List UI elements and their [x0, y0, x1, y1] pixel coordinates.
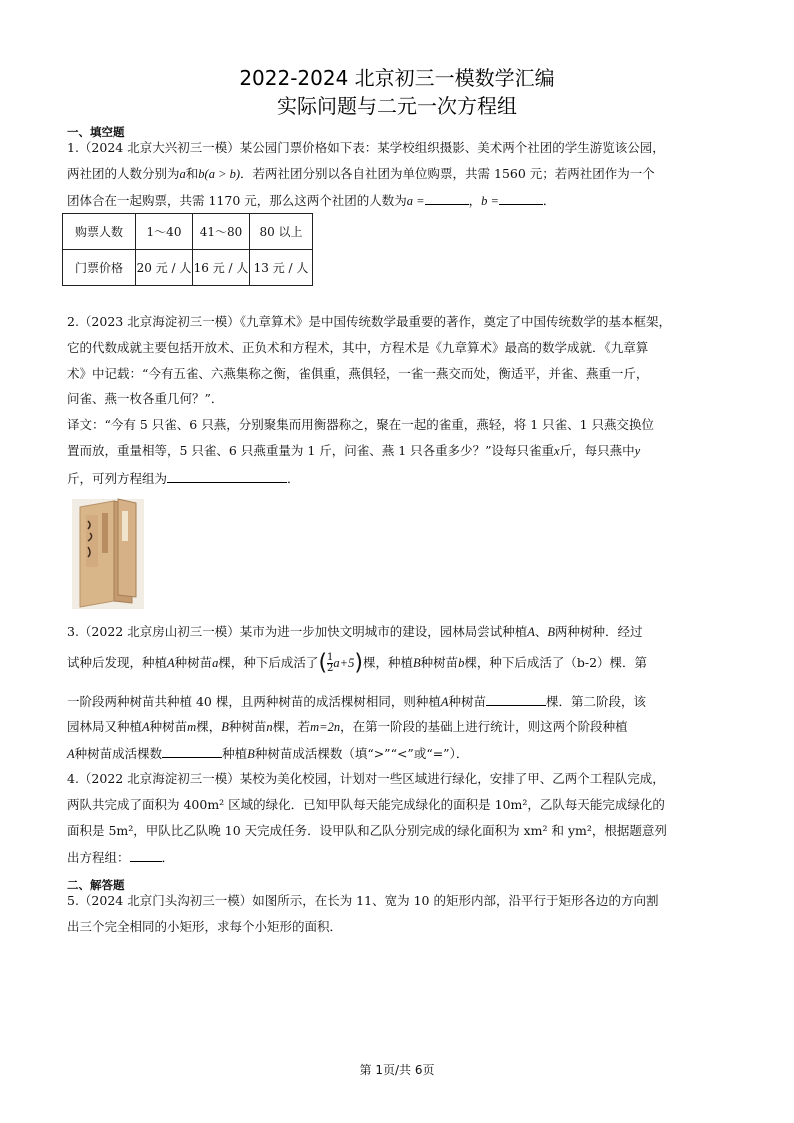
table-cell: 16 元 / 人 [193, 250, 250, 286]
q4-line-4 [67, 849, 174, 866]
q3-text: 种树苗 [174, 655, 213, 670]
q1-line-2 [67, 166, 655, 182]
q1-var-a: a [179, 167, 186, 181]
q2-text: ． [287, 471, 300, 486]
q5-line-1: 5.（2024 北京门头沟初三一模）如图所示，在长为 11、宽为 10 的矩形内部，沿平行于矩形各边的方向割 [67, 893, 659, 908]
q3-line-1 [67, 624, 643, 640]
q3-var: B [221, 720, 229, 734]
q1-text: ．若两社团分别以各自社团为单位购票，共需 1560 元；若两社团作为一个 [240, 166, 655, 181]
table-cell: 80 以上 [250, 214, 313, 250]
q2-line-5: 译文：“今有 5 只雀、6 只燕，分别聚集而用衡器称之，聚在一起的雀重，燕轻，将 1 只雀、1 只燕交换位 [67, 417, 655, 432]
q1-answer-blank-b[interactable] [499, 192, 543, 205]
q3-var: b [458, 656, 465, 670]
q3-answer-blank-2[interactable] [162, 745, 222, 758]
q1-text: ， [468, 193, 482, 208]
q3-text: 种树苗成活棵数（填“>”“<”或“=”）． [254, 746, 469, 761]
q3-var: A [67, 747, 75, 761]
q1-line-1: 1.（2024 北京大兴初三一模）某公园门票价格如下表：某学校组织摄影、美术两个社团的学生游览该公园， [67, 140, 665, 155]
left-paren: ( [318, 650, 328, 676]
q3-var: B [412, 656, 421, 670]
q2-line-3: 术》中记载：“今有五雀、六燕集称之衡，雀俱重，燕俱轻，一雀一燕交而处，衡适平，并雀、燕重一斤， [67, 366, 649, 381]
q3-var: B [547, 625, 556, 639]
q3-text: 园林局又种植 [67, 719, 143, 734]
q3-line-2 [67, 650, 647, 677]
q1-text: 和 [185, 166, 199, 181]
q1-answer-label-b: b = [481, 194, 499, 208]
q3-var: n [266, 720, 273, 734]
q3-text: 棵，种植 [362, 655, 413, 670]
q3-text: ，在第一阶段的基础上进行统计，则这两个阶段种植 [340, 719, 628, 734]
q2-line-7 [67, 470, 300, 487]
table-cell: 门票价格 [63, 250, 136, 286]
table-cell: 20 元 / 人 [136, 250, 193, 286]
q4-text: ． [161, 850, 175, 865]
q3-var: A [167, 656, 175, 670]
q2-var-x: x [554, 444, 560, 458]
q4-line-2: 两队共完成了面积为 400m² 区域的绿化．已知甲队每天能完成绿化的面积是 10m²，乙队每天能完成绿化的 [67, 797, 665, 812]
q1-answer-blank-a[interactable] [425, 192, 469, 205]
table-cell: 购票人数 [63, 214, 136, 250]
q3-var: A [527, 625, 535, 639]
q3-text: 3.（2022 北京房山初三一模）某市为进一步加快文明城市的建设，园林局尝试种植 [67, 624, 528, 639]
q3-line-3 [67, 693, 646, 710]
q5-line-2: 出三个完全相同的小矩形，求每个小矩形的面积． [67, 919, 343, 934]
q3-line-5 [67, 745, 468, 762]
q2-text: 斤，每只燕中 [559, 443, 635, 458]
q1-var-b: b(a > b) [198, 167, 241, 181]
q3-text: 一阶段两种树苗共种植 40 棵，且两种树苗的成活棵树相同，则种植 [67, 694, 441, 709]
q4-line-1: 4.（2022 北京海淀初三一模）某校为美化校园，计划对一些区域进行绿化，安排了甲、乙两个工程队完成， [67, 771, 665, 786]
q3-var: m [187, 720, 197, 734]
q3-text: 种树苗 [149, 719, 188, 734]
q2-answer-blank[interactable] [167, 470, 287, 483]
q3-condition: m=2n [310, 720, 341, 734]
q3-answer-blank-1[interactable] [486, 693, 546, 706]
q2-var-y: y [634, 444, 641, 458]
q3-text: 、 [534, 624, 548, 639]
page-number: 第 1页/共 6页 [359, 1063, 435, 1077]
table-cell: 1～40 [136, 214, 193, 250]
q3-var: A [440, 695, 449, 709]
q2-line-1: 2.（2023 北京海淀初三一模）《九章算术》是中国传统数学最重要的著作，奠定了中国传统数学的基本框架， [67, 314, 671, 329]
section-heading-solve: 二、解答题 [67, 878, 125, 892]
q3-var: a [212, 656, 219, 670]
book-illustration [72, 497, 144, 609]
q2-text: 置而放，重量相等，5 只雀、6 只燕重量为 1 斤，问雀、燕 1 只各重多少？”设每只雀重 [67, 443, 555, 458]
q2-text: 斤，可列方程组为 [67, 471, 168, 486]
q4-line-3: 面积是 5m²，甲队比乙队晚 10 天完成任务．设甲队和乙队分别完成的绿化面积为 xm² 和 ym²，根据题意列 [67, 823, 667, 838]
q3-text: 试种后发现，种植 [67, 655, 168, 670]
q3-line-4 [67, 719, 628, 735]
table-row [63, 214, 313, 250]
document-title: 2022-2024 北京初三一模数学汇编 [239, 66, 555, 90]
q4-text: 出方程组： [67, 850, 130, 865]
q3-text: 棵，若 [272, 719, 311, 734]
q3-expression: a+5 [333, 656, 355, 670]
section-heading-fill-in: 一、填空题 [67, 125, 125, 139]
right-paren: ) [354, 650, 363, 676]
q3-text: 种树苗 [228, 719, 267, 734]
fraction-denominator: 2 [327, 663, 334, 674]
q2-line-6 [67, 443, 640, 459]
q2-line-4: 问雀、燕一枚各重几何？”． [67, 391, 224, 406]
ticket-price-table [62, 213, 313, 286]
q1-line-3 [67, 192, 555, 209]
document-subtitle: 实际问题与二元一次方程组 [277, 94, 517, 118]
q3-text: 种树苗成活棵数 [74, 746, 163, 761]
q1-answer-label-a: a = [406, 194, 425, 208]
q1-text: ． [542, 193, 556, 208]
fraction-numerator: 1 [327, 652, 334, 663]
table-cell: 13 元 / 人 [250, 250, 313, 286]
q3-text: 棵，种下后成活了 [218, 655, 319, 670]
q3-text: 种树苗 [420, 655, 459, 670]
table-cell: 41～80 [193, 214, 250, 250]
q2-line-2: 它的代数成就主要包括开放术、正负术和方程术，其中，方程术是《九章算术》最高的数学成就．《九章算 [67, 340, 649, 355]
q3-var: B [247, 747, 255, 761]
q3-text: 棵， [196, 719, 222, 734]
q3-text: 棵．第二阶段，该 [546, 694, 647, 709]
q4-answer-blank[interactable] [130, 849, 162, 862]
q3-var: A [142, 720, 150, 734]
table-row [63, 250, 313, 286]
q3-text: 棵，种下后成活了（b-2）棵．第 [464, 655, 648, 670]
q3-text: 种植 [222, 746, 248, 761]
q1-text: 两社团的人数分别为 [67, 166, 180, 181]
q1-text: 团体合在一起购票，共需 1170 元，那么这两个社团的人数为 [67, 193, 407, 208]
q3-text: 两种树种．经过 [555, 624, 643, 639]
q3-text: 种树苗 [448, 694, 487, 709]
